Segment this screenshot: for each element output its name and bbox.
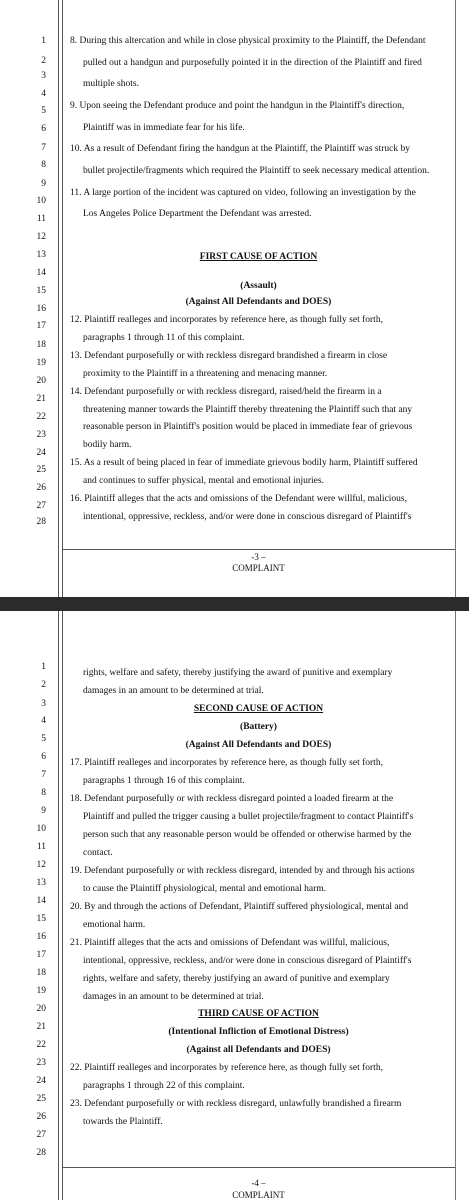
line-number: 10	[36, 196, 46, 206]
section-subheading: (Battery)	[240, 722, 277, 732]
margin-rule-left-inner	[62, 611, 63, 1200]
line-number: 5	[41, 734, 46, 744]
line-number: 19	[36, 986, 46, 996]
line-number: 8	[41, 160, 46, 170]
text-line: damages in an amount to be determined at trial.	[83, 992, 264, 1002]
text-line: emotional harm.	[83, 920, 146, 930]
line-number: 23	[36, 1058, 46, 1068]
text-line: 17. Plaintiff realleges and incorporates by reference here, as though fully set forth,	[70, 758, 383, 768]
section-subheading: (Against all Defendants and DOES)	[186, 1045, 331, 1055]
text-line: and continues to suffer physical, mental and emotional injuries.	[83, 476, 324, 486]
line-number: 9	[41, 179, 46, 189]
text-line: pulled out a handgun and purposefully pointed it in the direction of the Plaintiff and fired	[83, 58, 422, 68]
line-number: 28	[36, 1148, 46, 1158]
complaint-page-3	[0, 0, 469, 597]
line-number: 22	[36, 1040, 46, 1050]
text-line: Plaintiff and pulled the trigger causing a bullet projectile/fragment to contact Plaintiff's	[83, 812, 414, 822]
text-line: 9. Upon seeing the Defendant produce and point the handgun in the Plaintiff's direction,	[70, 101, 405, 111]
section-subheading: (Assault)	[240, 281, 277, 291]
line-number: 6	[41, 752, 46, 762]
line-number: 16	[36, 304, 46, 314]
text-line: person such that any reasonable person would be offended or otherwise harmed by the	[83, 830, 412, 840]
line-number: 1	[41, 36, 46, 46]
text-line: 23. Defendant purposefully or with reckless disregard, unlawfully brandished a firearm	[70, 1099, 402, 1109]
line-number: 24	[36, 448, 46, 458]
text-line: 15. As a result of being placed in fear of immediate grievous bodily harm, Plaintiff suffered	[70, 458, 418, 468]
line-number: 25	[36, 1094, 46, 1104]
line-number: 7	[41, 770, 46, 780]
text-line: multiple shots.	[83, 79, 139, 89]
line-number: 11	[36, 842, 46, 852]
margin-rule-right	[455, 611, 456, 1200]
text-line: towards the Plaintiff.	[83, 1117, 163, 1127]
line-number: 13	[36, 878, 46, 888]
section-subheading: (Intentional Infliction of Emotional Distress)	[168, 1027, 349, 1037]
line-number: 9	[41, 806, 46, 816]
line-number: 20	[36, 1004, 46, 1014]
line-number: 22	[36, 412, 46, 422]
line-number: 18	[36, 340, 46, 350]
margin-rule-left	[58, 611, 59, 1200]
line-number: 1	[41, 662, 46, 672]
text-line: 16. Plaintiff alleges that the acts and omissions of the Defendant were willful, malicious,	[70, 494, 407, 504]
line-number: 20	[36, 376, 46, 386]
line-number: 3	[41, 699, 46, 709]
line-number: 2	[41, 56, 46, 66]
line-number: 19	[36, 358, 46, 368]
line-number: 28	[36, 517, 46, 527]
text-line: contact.	[83, 848, 113, 858]
line-number: 18	[36, 968, 46, 978]
line-number: 10	[36, 824, 46, 834]
text-line: damages in an amount to be determined at trial.	[83, 686, 264, 696]
footer-title: COMPLAINT	[232, 1190, 285, 1200]
section-subheading: (Against All Defendants and DOES)	[185, 297, 332, 307]
line-number: 13	[36, 250, 46, 260]
line-number: 8	[41, 788, 46, 798]
line-number: 15	[36, 286, 46, 296]
line-number: 4	[41, 716, 46, 726]
text-line: rights, welfare and safety, thereby justifying an award of punitive and exemplary	[83, 974, 390, 984]
line-number: 15	[36, 914, 46, 924]
text-line: intentional, oppressive, reckless, and/or were done in conscious disregard of Plaintiff's	[83, 512, 412, 522]
page-number: -3 –	[251, 552, 266, 562]
complaint-page-4	[0, 611, 469, 1200]
text-line: bullet projectile/fragments which required the Plaintiff to seek necessary medical attention.	[83, 166, 430, 176]
line-number: 27	[36, 501, 46, 511]
line-number: 24	[36, 1076, 46, 1086]
line-number: 27	[36, 1130, 46, 1140]
footer-rule	[62, 1167, 455, 1168]
line-number: 26	[36, 1112, 46, 1122]
line-number: 4	[41, 89, 46, 99]
line-number: 21	[36, 394, 46, 404]
text-line: 18. Defendant purposefully or with reckless disregard pointed a loaded firearm at the	[70, 794, 394, 804]
section-subheading: (Against All Defendants and DOES)	[185, 740, 332, 750]
line-number: 16	[36, 932, 46, 942]
line-number: 11	[36, 214, 46, 224]
text-line: Plaintiff was in immediate fear for his life.	[83, 123, 245, 133]
line-number: 5	[41, 106, 46, 116]
line-number: 7	[41, 143, 46, 153]
text-line: intentional, oppressive, reckless, and/or were done in conscious disregard of Plaintiff's	[83, 956, 412, 966]
text-line: paragraphs 1 through 11 of this complaint.	[83, 333, 245, 343]
text-line: 19. Defendant purposefully or with reckless disregard, intended by and through his actions	[70, 866, 415, 876]
line-number: 2	[41, 680, 46, 690]
section-heading: THIRD CAUSE OF ACTION	[198, 1009, 319, 1019]
text-line: 14. Defendant purposefully or with reckless disregard, raised/held the firearm in a	[70, 387, 382, 397]
line-number: 12	[36, 860, 46, 870]
text-line: threatening manner towards the Plaintiff thereby threatening the Plaintiff such that any	[83, 405, 413, 415]
page-number: -4 –	[251, 1178, 266, 1188]
line-number: 3	[41, 71, 46, 81]
margin-rule-right	[455, 0, 456, 597]
text-line: reasonable person in Plaintiff's position would be placed in immediate fear of grievous	[83, 422, 413, 432]
line-number: 21	[36, 1022, 46, 1032]
text-line: bodily harm.	[83, 440, 132, 450]
section-heading: SECOND CAUSE OF ACTION	[193, 704, 324, 714]
line-number: 14	[36, 896, 46, 906]
footer-rule	[62, 549, 455, 550]
text-line: 8. During this altercation and while in close physical proximity to the Plaintiff, the Defendant	[70, 36, 426, 46]
line-number: 17	[36, 950, 46, 960]
text-line: 22. Plaintiff realleges and incorporates by reference here, as though fully set forth,	[70, 1063, 383, 1073]
text-line: 12. Plaintiff realleges and incorporates by reference here, as though fully set forth,	[70, 315, 383, 325]
line-number: 26	[36, 483, 46, 493]
text-line: to cause the Plaintiff physiological, mental and emotional harm.	[83, 884, 327, 894]
text-line: paragraphs 1 through 22 of this complaint.	[83, 1081, 245, 1091]
text-line: 13. Defendant purposefully or with reckless disregard brandished a firearm in close	[70, 351, 388, 361]
text-line: 11. A large portion of the incident was captured on video, following an investigation by the	[70, 188, 416, 198]
text-line: 21. Plaintiff alleges that the acts and omissions of Defendant was willful, malicious,	[70, 938, 390, 948]
line-number: 17	[36, 321, 46, 331]
line-number: 12	[36, 232, 46, 242]
text-line: paragraphs 1 through 16 of this complaint.	[83, 776, 245, 786]
line-number: 14	[36, 268, 46, 278]
footer-title: COMPLAINT	[232, 563, 285, 573]
text-line: 10. As a result of Defendant firing the handgun at the Plaintiff, the Plaintiff was struck by	[70, 144, 410, 154]
page-separator	[0, 597, 469, 611]
line-number: 25	[36, 465, 46, 475]
text-line: 20. By and through the actions of Defendant, Plaintiff suffered physiological, mental and	[70, 902, 409, 912]
line-number: 23	[36, 430, 46, 440]
section-heading: FIRST CAUSE OF ACTION	[199, 252, 318, 262]
margin-rule-left	[58, 0, 59, 597]
text-line: proximity to the Plaintiff in a threatening and menacing manner.	[83, 369, 328, 379]
text-line: rights, welfare and safety, thereby justifying the award of punitive and exemplary	[83, 668, 393, 678]
line-number: 6	[41, 124, 46, 134]
text-line: Los Angeles Police Department the Defendant was arrested.	[83, 209, 312, 219]
